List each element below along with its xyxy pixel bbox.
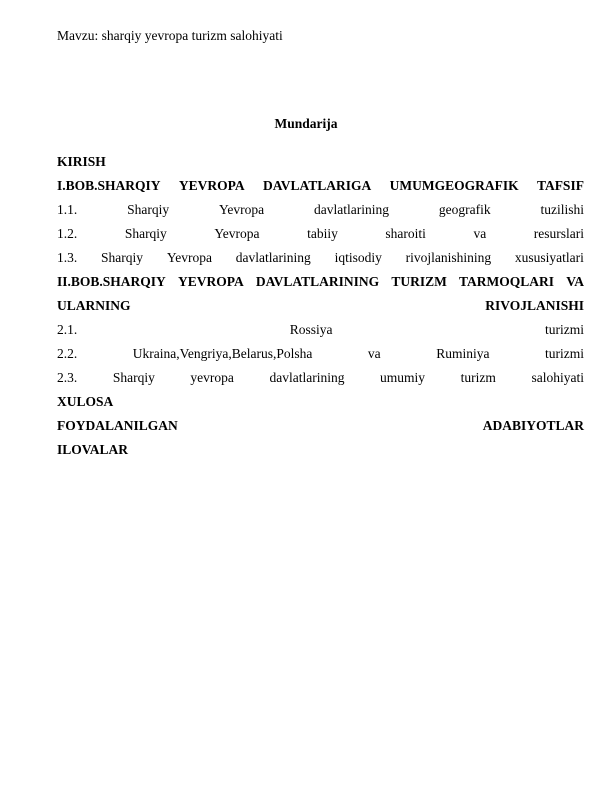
toc-word: Sharqiy <box>101 250 144 265</box>
toc-line <box>57 294 584 318</box>
toc-word: davlatlarining <box>235 250 311 265</box>
document-topic: Mavzu: sharqiy yevropa turizm salohiyati <box>57 28 283 43</box>
toc-word: YEVROPA <box>178 178 245 193</box>
toc-word: xususiyatlari <box>514 250 584 265</box>
toc-word: XULOSA <box>57 394 114 409</box>
toc-line <box>57 342 584 366</box>
toc-line <box>57 150 584 174</box>
toc-word: Sharqiy <box>112 370 155 385</box>
toc-word: RIVOJLANISHI <box>485 298 584 313</box>
toc-word: 2.2. <box>57 346 78 361</box>
table-of-contents <box>57 150 584 462</box>
toc-word: Ukraina,Vengriya,Belarus,Polsha <box>132 346 313 361</box>
toc-word: 2.1. <box>57 322 78 337</box>
toc-word: Yevropa <box>166 250 212 265</box>
toc-word: DAVLATLARINING <box>255 274 380 289</box>
toc-word: geografik <box>438 202 491 217</box>
toc-word: VA <box>566 274 584 289</box>
toc-word: turizmi <box>544 322 584 337</box>
toc-line <box>57 414 584 438</box>
toc-word: II.BOB.SHARQIY <box>57 274 166 289</box>
toc-word: ILOVALAR <box>57 442 129 457</box>
toc-word: Rossiya <box>289 322 333 337</box>
toc-word: DAVLATLARIGA <box>262 178 372 193</box>
toc-word: yevropa <box>190 370 234 385</box>
toc-word: 1.1. <box>57 202 78 217</box>
toc-word: salohiyati <box>531 370 584 385</box>
toc-word: Ruminiya <box>436 346 490 361</box>
toc-word: iqtisodiy <box>334 250 382 265</box>
toc-word: I.BOB.SHARQIY <box>57 178 161 193</box>
toc-word: davlatlarining <box>314 202 389 217</box>
toc-line <box>57 366 584 390</box>
toc-word: 1.2. <box>57 226 78 241</box>
toc-word: TURIZM <box>391 274 447 289</box>
toc-line <box>57 390 584 414</box>
toc-line <box>57 438 584 462</box>
toc-word: resurslari <box>533 226 584 241</box>
toc-word: tabiiy <box>307 226 338 241</box>
toc-word: ULARNING <box>57 298 131 313</box>
toc-word: Sharqiy <box>124 226 167 241</box>
toc-word: sharoiti <box>385 226 426 241</box>
toc-word: turizm <box>460 370 496 385</box>
toc-word: Yevropa <box>214 226 260 241</box>
toc-word: TAFSIF <box>536 178 584 193</box>
toc-word: davlatlarining <box>269 370 345 385</box>
toc-word: Sharqiy <box>127 202 170 217</box>
toc-word: FOYDALANILGAN <box>57 418 178 433</box>
toc-line <box>57 270 584 294</box>
toc-line <box>57 174 584 198</box>
toc-word: 1.3. <box>57 250 78 265</box>
toc-line <box>57 318 584 342</box>
toc-word: rivojlanishining <box>405 250 492 265</box>
toc-line <box>57 246 584 270</box>
toc-word: YEVROPA <box>177 274 244 289</box>
toc-word: va <box>473 226 487 241</box>
toc-word: turizmi <box>544 346 584 361</box>
toc-title: Mundarija <box>274 116 338 131</box>
toc-word: Yevropa <box>219 202 265 217</box>
toc-word: ADABIYOTLAR <box>482 418 584 433</box>
toc-word: 2.3. <box>57 370 78 385</box>
toc-word: umumiy <box>380 370 426 385</box>
toc-line <box>57 198 584 222</box>
toc-word: va <box>367 346 381 361</box>
toc-word: KIRISH <box>57 154 106 169</box>
toc-word: UMUMGEOGRAFIK <box>389 178 519 193</box>
toc-word: tuzilishi <box>540 202 584 217</box>
toc-word: TARMOQLARI <box>459 274 555 289</box>
toc-line <box>57 222 584 246</box>
